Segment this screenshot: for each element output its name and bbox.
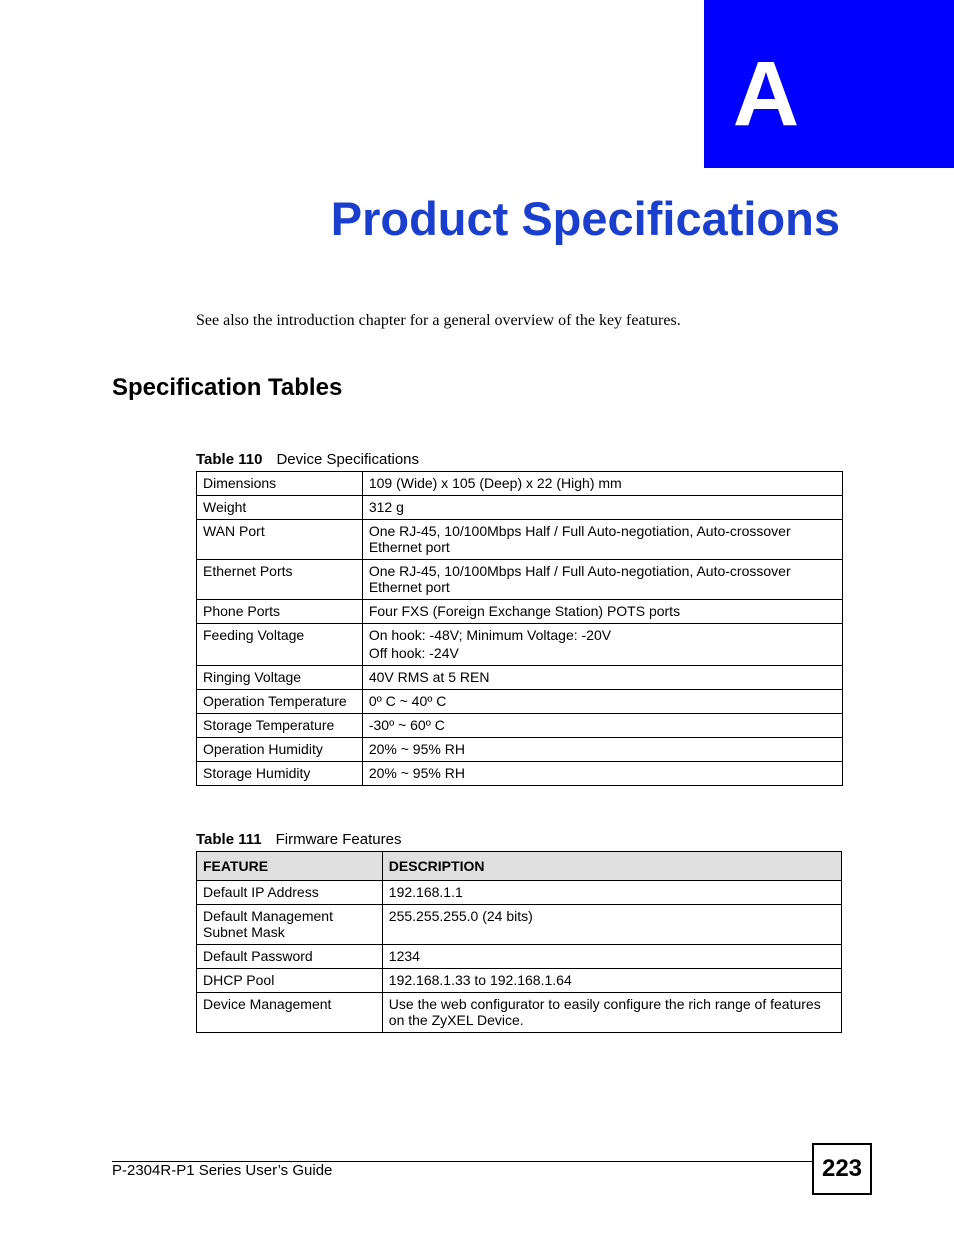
- feature-cell: Default IP Address: [197, 881, 383, 905]
- feature-cell: DHCP Pool: [197, 969, 383, 993]
- feature-cell: Device Management: [197, 993, 383, 1033]
- spec-label: Ringing Voltage: [197, 666, 363, 690]
- spec-label: Storage Humidity: [197, 762, 363, 786]
- table-header-row: [197, 852, 842, 881]
- table-row: [197, 560, 843, 600]
- column-header-description: DESCRIPTION: [382, 852, 841, 881]
- spec-value: 20% ~ 95% RH: [362, 762, 842, 786]
- spec-value: 20% ~ 95% RH: [362, 738, 842, 762]
- table-110-title: Device Specifications: [276, 451, 420, 468]
- table-111-title: Firmware Features: [275, 831, 402, 848]
- table-row: [197, 905, 842, 945]
- spec-value: 40V RMS at 5 REN: [362, 666, 842, 690]
- table-row: [197, 881, 842, 905]
- device-specifications-table: [196, 471, 843, 786]
- spec-label: Storage Temperature: [197, 714, 363, 738]
- spec-value-line: On hook: -48V; Minimum Voltage: -20V: [368, 627, 612, 643]
- spec-label: Dimensions: [197, 472, 363, 496]
- table-row: [197, 714, 843, 738]
- table-111-number: Table 111: [196, 831, 262, 848]
- intro-paragraph: See also the introduction chapter for a general overview of the key features.: [196, 312, 681, 329]
- spec-value: One RJ-45, 10/100Mbps Half / Full Auto-negotiation, Auto-crossover Ethernet port: [362, 520, 842, 560]
- description-cell: 1234: [382, 945, 841, 969]
- feature-cell: Default Management Subnet Mask: [197, 905, 383, 945]
- spec-value: 312 g: [362, 496, 842, 520]
- spec-label: Feeding Voltage: [197, 624, 363, 666]
- table-row: [197, 762, 843, 786]
- column-header-feature: FEATURE: [197, 852, 383, 881]
- chapter-title: Product Specifications: [330, 192, 840, 245]
- spec-value: 109 (Wide) x 105 (Deep) x 22 (High) mm: [362, 472, 842, 496]
- spec-label: Phone Ports: [197, 600, 363, 624]
- firmware-features-table: [196, 851, 842, 1033]
- table-111-caption: [196, 831, 401, 848]
- feature-cell: Default Password: [197, 945, 383, 969]
- chapter-letter: A: [732, 43, 800, 145]
- spec-value-line: Off hook: -24V: [368, 645, 459, 661]
- spec-label: Operation Temperature: [197, 690, 363, 714]
- page-number: 223: [812, 1143, 872, 1195]
- table-row: [197, 945, 842, 969]
- chapter-letter-block: [704, 0, 954, 168]
- spec-value: 0º C ~ 40º C: [362, 690, 842, 714]
- table-row: [197, 520, 843, 560]
- table-row: [197, 969, 842, 993]
- description-cell: Use the web configurator to easily configure the rich range of features on the ZyXEL Device.: [382, 993, 841, 1033]
- description-cell: 192.168.1.1: [382, 881, 841, 905]
- footer-guide-title: P-2304R-P1 Series User’s Guide: [112, 1162, 333, 1179]
- description-cell: 192.168.1.33 to 192.168.1.64: [382, 969, 841, 993]
- section-heading: Specification Tables: [112, 374, 343, 401]
- table-110-number: Table 110: [196, 451, 263, 468]
- table-row: [197, 993, 842, 1033]
- spec-label: Weight: [197, 496, 363, 520]
- spec-label: WAN Port: [197, 520, 363, 560]
- spec-value: -30º ~ 60º C: [362, 714, 842, 738]
- spec-label: Ethernet Ports: [197, 560, 363, 600]
- description-cell: 255.255.255.0 (24 bits): [382, 905, 841, 945]
- spec-label: Operation Humidity: [197, 738, 363, 762]
- table-row: [197, 624, 843, 666]
- table-110-caption: [196, 451, 419, 468]
- table-row: [197, 666, 843, 690]
- spec-value: [362, 624, 842, 666]
- table-row: [197, 472, 843, 496]
- table-row: [197, 600, 843, 624]
- table-row: [197, 738, 843, 762]
- table-row: [197, 496, 843, 520]
- table-row: [197, 690, 843, 714]
- spec-value: Four FXS (Foreign Exchange Station) POTS ports: [362, 600, 842, 624]
- spec-value: One RJ-45, 10/100Mbps Half / Full Auto-negotiation, Auto-crossover Ethernet port: [362, 560, 842, 600]
